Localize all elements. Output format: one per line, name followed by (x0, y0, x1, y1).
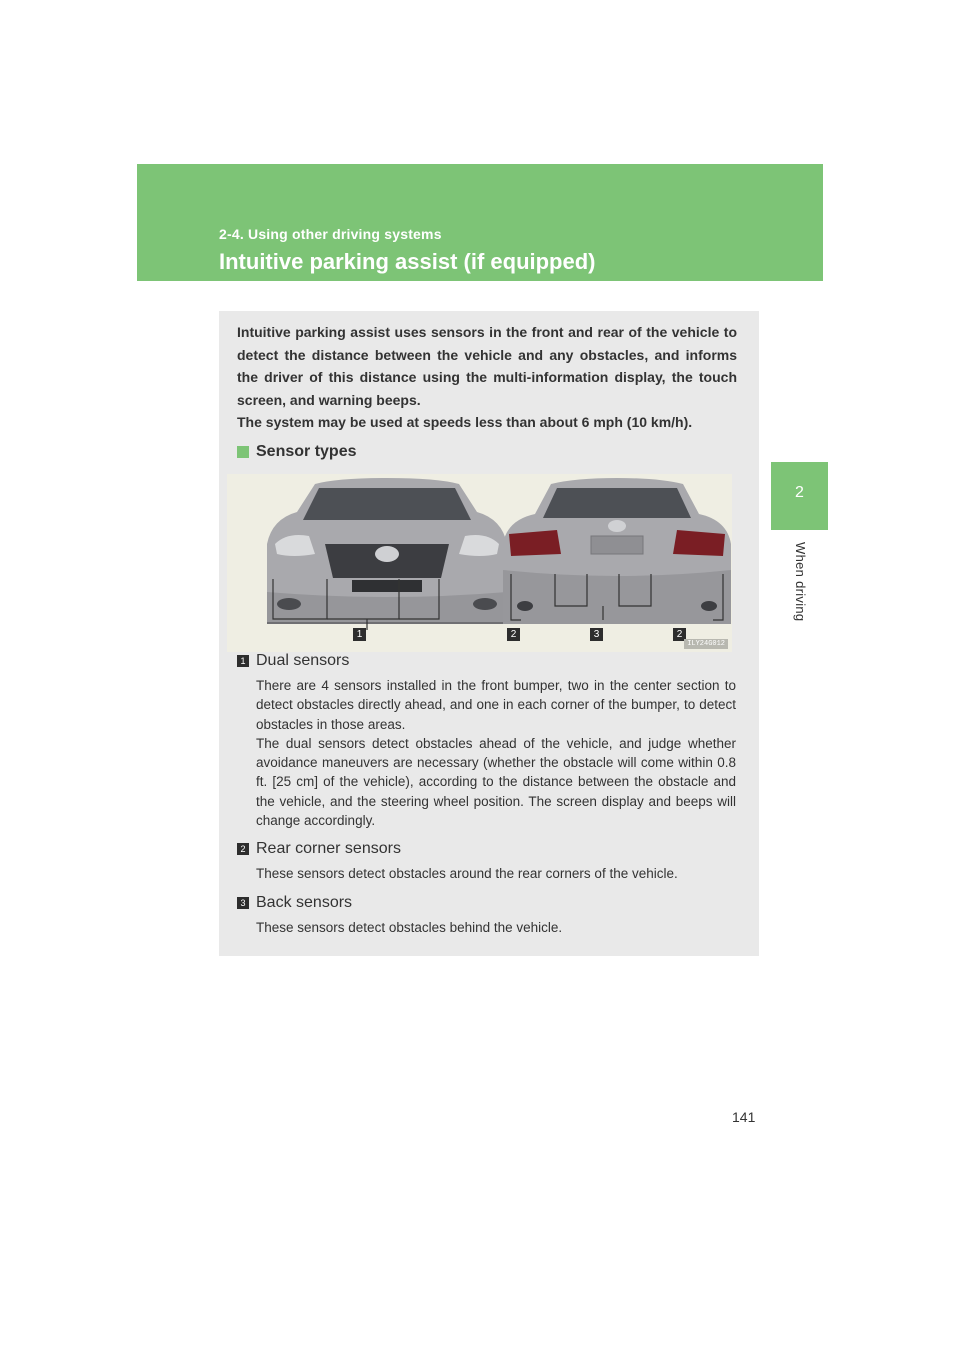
page-number: 141 (732, 1109, 756, 1125)
intro-paragraph: Intuitive parking assist uses sensors in the front and rear of the vehicle to detect the distance between the vehicle and any obstacles, and informs the driver of this distance using the multi-information display, the touch screen, and warning beeps. (237, 324, 737, 408)
figure-code: ILY24G012 (684, 639, 728, 649)
rear-car-image (503, 478, 731, 624)
intro-speed-note: The system may be used at speeds less than about 6 mph (10 km/h). (237, 414, 693, 430)
sensor-types-heading-text: Sensor types (256, 443, 357, 460)
content-box (219, 311, 759, 956)
item-body (256, 676, 736, 830)
item-paragraph: These sensors detect obstacles behind the vehicle. (256, 920, 563, 935)
item-title: Back sensors (256, 894, 353, 911)
item-back-sensors (237, 894, 736, 937)
item-number-badge: 3 (237, 897, 249, 909)
item-heading (237, 840, 736, 858)
item-dual-sensors (237, 652, 736, 830)
item-heading (237, 652, 736, 670)
item-title: Rear corner sensors (256, 840, 401, 857)
item-number-badge: 1 (237, 655, 249, 667)
sensor-location-figure (227, 474, 732, 652)
callout-3: 3 (590, 628, 603, 641)
item-paragraph: These sensors detect obstacles around the rear corners of the vehicle. (256, 866, 678, 881)
callout-1: 1 (353, 628, 366, 641)
chapter-tab (771, 462, 828, 530)
item-rear-corner-sensors (237, 840, 736, 883)
intro-text (237, 321, 737, 434)
square-bullet-icon (237, 446, 249, 458)
page-title: Intuitive parking assist (if equipped) (219, 249, 596, 274)
item-title: Dual sensors (256, 652, 350, 669)
item-number-badge: 2 (237, 843, 249, 855)
item-paragraph: The dual sensors detect obstacles ahead of the vehicle, and judge whether avoidance maneuvers are necessary (whether the obstacle will come within 0.8 ft. [25 cm] of the vehicle), according to the distance between the obstacle and the vehicle, and the steering wheel position. The screen display and beeps will change accordingly. (256, 735, 736, 829)
item-body (256, 864, 736, 883)
chapter-label: When driving (793, 542, 808, 622)
item-paragraph: There are 4 sensors installed in the front bumper, two in the center section to detect obstacles directly ahead, and one in each corner of the bumper, to detect obstacles in those areas. (256, 678, 736, 732)
chapter-number: 2 (795, 484, 804, 501)
callout-2-right: 2 (673, 628, 686, 641)
front-car-image (267, 478, 507, 630)
callout-2-left: 2 (507, 628, 520, 641)
item-heading (237, 894, 736, 912)
chapter-label-wrap (771, 538, 828, 628)
section-label: 2-4. Using other driving systems (219, 226, 442, 242)
car-illustration (227, 474, 732, 652)
item-body (256, 918, 736, 937)
sensor-types-heading (237, 443, 356, 461)
